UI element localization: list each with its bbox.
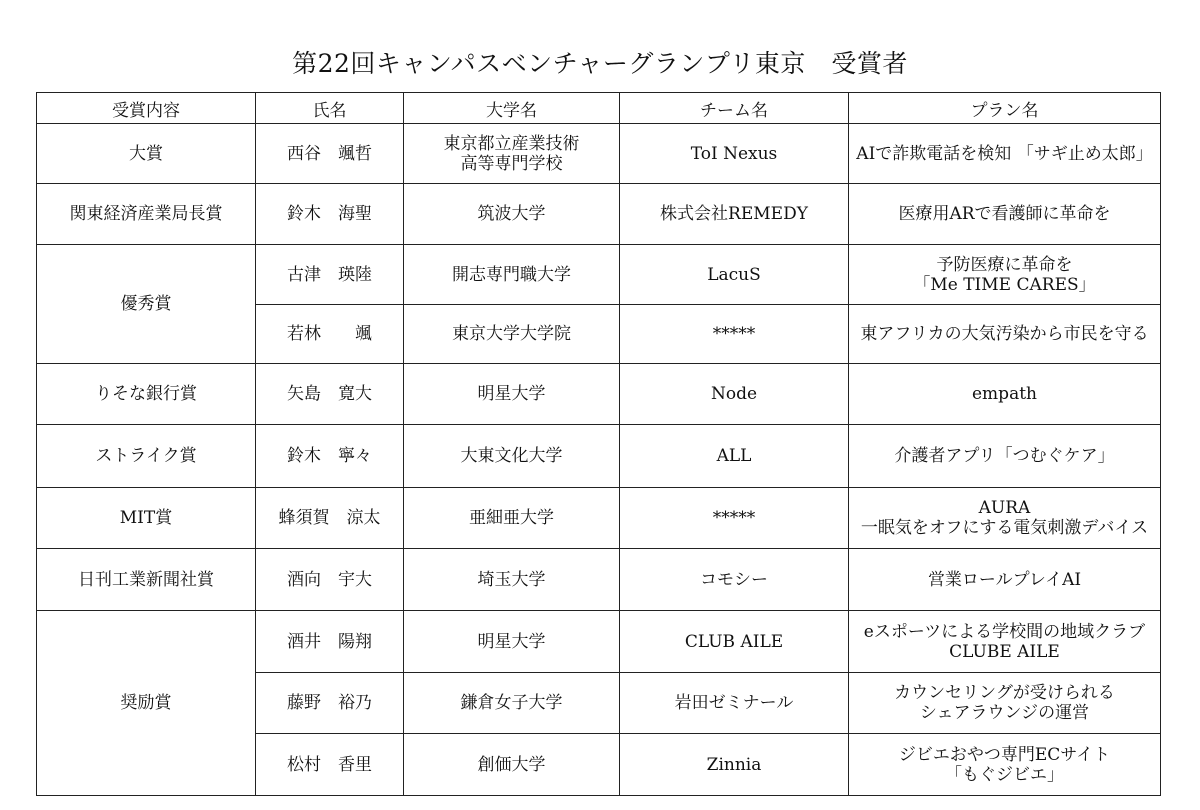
team-cell: Node	[620, 364, 849, 425]
team-cell: ALL	[620, 425, 849, 488]
award-cell: 優秀賞	[37, 245, 256, 364]
plan-line: 「もぐジビエ」	[945, 764, 1064, 785]
team-cell: LacuS	[620, 245, 849, 305]
plan-cell	[849, 364, 1161, 425]
university-line: 筑波大学	[477, 204, 546, 224]
plan-line: eスポーツによる学校間の地域クラブ	[863, 621, 1146, 642]
university-cell	[404, 184, 620, 245]
award-cell: 日刊工業新聞社賞	[37, 549, 256, 611]
plan-line: 医療用ARで看護師に革命を	[898, 204, 1111, 224]
table-row	[37, 488, 1161, 549]
team-cell: ToI Nexus	[620, 124, 849, 184]
university-line: 明星大学	[477, 631, 546, 652]
name-cell: 蜂須賀 涼太	[256, 488, 404, 549]
header-team: チーム名	[620, 93, 849, 124]
name-cell: 鈴木 寧々	[256, 425, 404, 488]
plan-line: AURA	[978, 498, 1031, 518]
team-cell: Zinnia	[620, 734, 849, 796]
table-row	[37, 549, 1161, 611]
award-cell: MIT賞	[37, 488, 256, 549]
university-line: 高等専門学校	[460, 153, 563, 174]
table-row	[37, 425, 1161, 488]
plan-cell	[849, 425, 1161, 488]
university-line: 創価大学	[477, 754, 546, 775]
university-cell	[404, 734, 620, 796]
university-line: 鎌倉女子大学	[460, 693, 563, 713]
plan-cell	[849, 245, 1161, 305]
plan-line: シェアラウンジの運営	[919, 703, 1090, 723]
name-cell: 酒向 宇大	[256, 549, 404, 611]
plan-cell	[849, 611, 1161, 673]
award-cell: りそな銀行賞	[37, 364, 256, 425]
header-name: 氏名	[256, 93, 404, 124]
plan-line: CLUBE AILE	[949, 641, 1060, 662]
name-cell: 矢島 寛大	[256, 364, 404, 425]
award-cell: ストライク賞	[37, 425, 256, 488]
plan-cell	[849, 734, 1161, 796]
page-title: 第22回キャンパスベンチャーグランプリ東京 受賞者	[292, 49, 908, 78]
header-university: 大学名	[404, 93, 620, 124]
university-cell	[404, 364, 620, 425]
award-cell: 関東経済産業局長賞	[37, 184, 256, 245]
table-row	[37, 184, 1161, 245]
plan-cell	[849, 184, 1161, 245]
plan-line: 「Me TIME CARES」	[913, 274, 1096, 295]
team-cell: 株式会社REMEDY	[620, 184, 849, 245]
plan-line: 東アフリカの大気汚染から市民を守る	[860, 324, 1149, 344]
plan-line: 営業ロールプレイAI	[927, 569, 1082, 590]
awards-table	[36, 92, 1161, 796]
university-line: 東京都立産業技術	[443, 133, 580, 154]
name-cell: 西谷 颯哲	[256, 124, 404, 184]
plan-line: 一眠気をオフにする電気刺激デバイス	[860, 518, 1149, 538]
name-cell: 古津 瑛陸	[256, 245, 404, 305]
university-cell	[404, 245, 620, 305]
plan-cell	[849, 549, 1161, 611]
university-line: 大東文化大学	[460, 446, 563, 466]
plan-line: 予防医療に革命を	[936, 254, 1073, 275]
university-cell	[404, 305, 620, 364]
plan-line: 介護者アプリ「つむぐケア」	[894, 446, 1115, 466]
university-cell	[404, 549, 620, 611]
name-cell: 酒井 陽翔	[256, 611, 404, 673]
table-row	[37, 245, 1161, 305]
plan-line: ジビエおやつ専門ECサイト	[898, 744, 1111, 765]
name-cell: 若林 颯	[256, 305, 404, 364]
team-cell: *****	[620, 488, 849, 549]
name-cell: 鈴木 海聖	[256, 184, 404, 245]
award-cell: 大賞	[37, 124, 256, 184]
university-line: 開志専門職大学	[452, 264, 571, 285]
university-cell	[404, 124, 620, 184]
header-plan: プラン名	[849, 93, 1161, 124]
name-cell: 藤野 裕乃	[256, 673, 404, 734]
plan-line: カウンセリングが受けられる	[894, 683, 1115, 703]
table-row	[37, 611, 1161, 673]
university-line: 埼玉大学	[477, 569, 546, 590]
plan-cell	[849, 488, 1161, 549]
header-award: 受賞内容	[37, 93, 256, 124]
plan-line: AIで詐欺電話を検知 「サギ止め太郎」	[856, 143, 1153, 164]
name-cell: 松村 香里	[256, 734, 404, 796]
university-line: 亜細亜大学	[469, 508, 554, 528]
university-line: 東京大学大学院	[452, 324, 571, 344]
table-row	[37, 364, 1161, 425]
team-cell: コモシー	[620, 549, 849, 611]
university-cell	[404, 425, 620, 488]
university-cell	[404, 673, 620, 734]
university-cell	[404, 611, 620, 673]
plan-cell	[849, 305, 1161, 364]
award-cell: 奨励賞	[37, 611, 256, 796]
table-row	[37, 124, 1161, 184]
header-row	[37, 93, 1161, 124]
plan-cell	[849, 673, 1161, 734]
team-cell: CLUB AILE	[620, 611, 849, 673]
team-cell: *****	[620, 305, 849, 364]
university-cell	[404, 488, 620, 549]
university-line: 明星大学	[477, 384, 546, 404]
plan-line: empath	[972, 384, 1037, 404]
team-cell: 岩田ゼミナール	[620, 673, 849, 734]
plan-cell	[849, 124, 1161, 184]
